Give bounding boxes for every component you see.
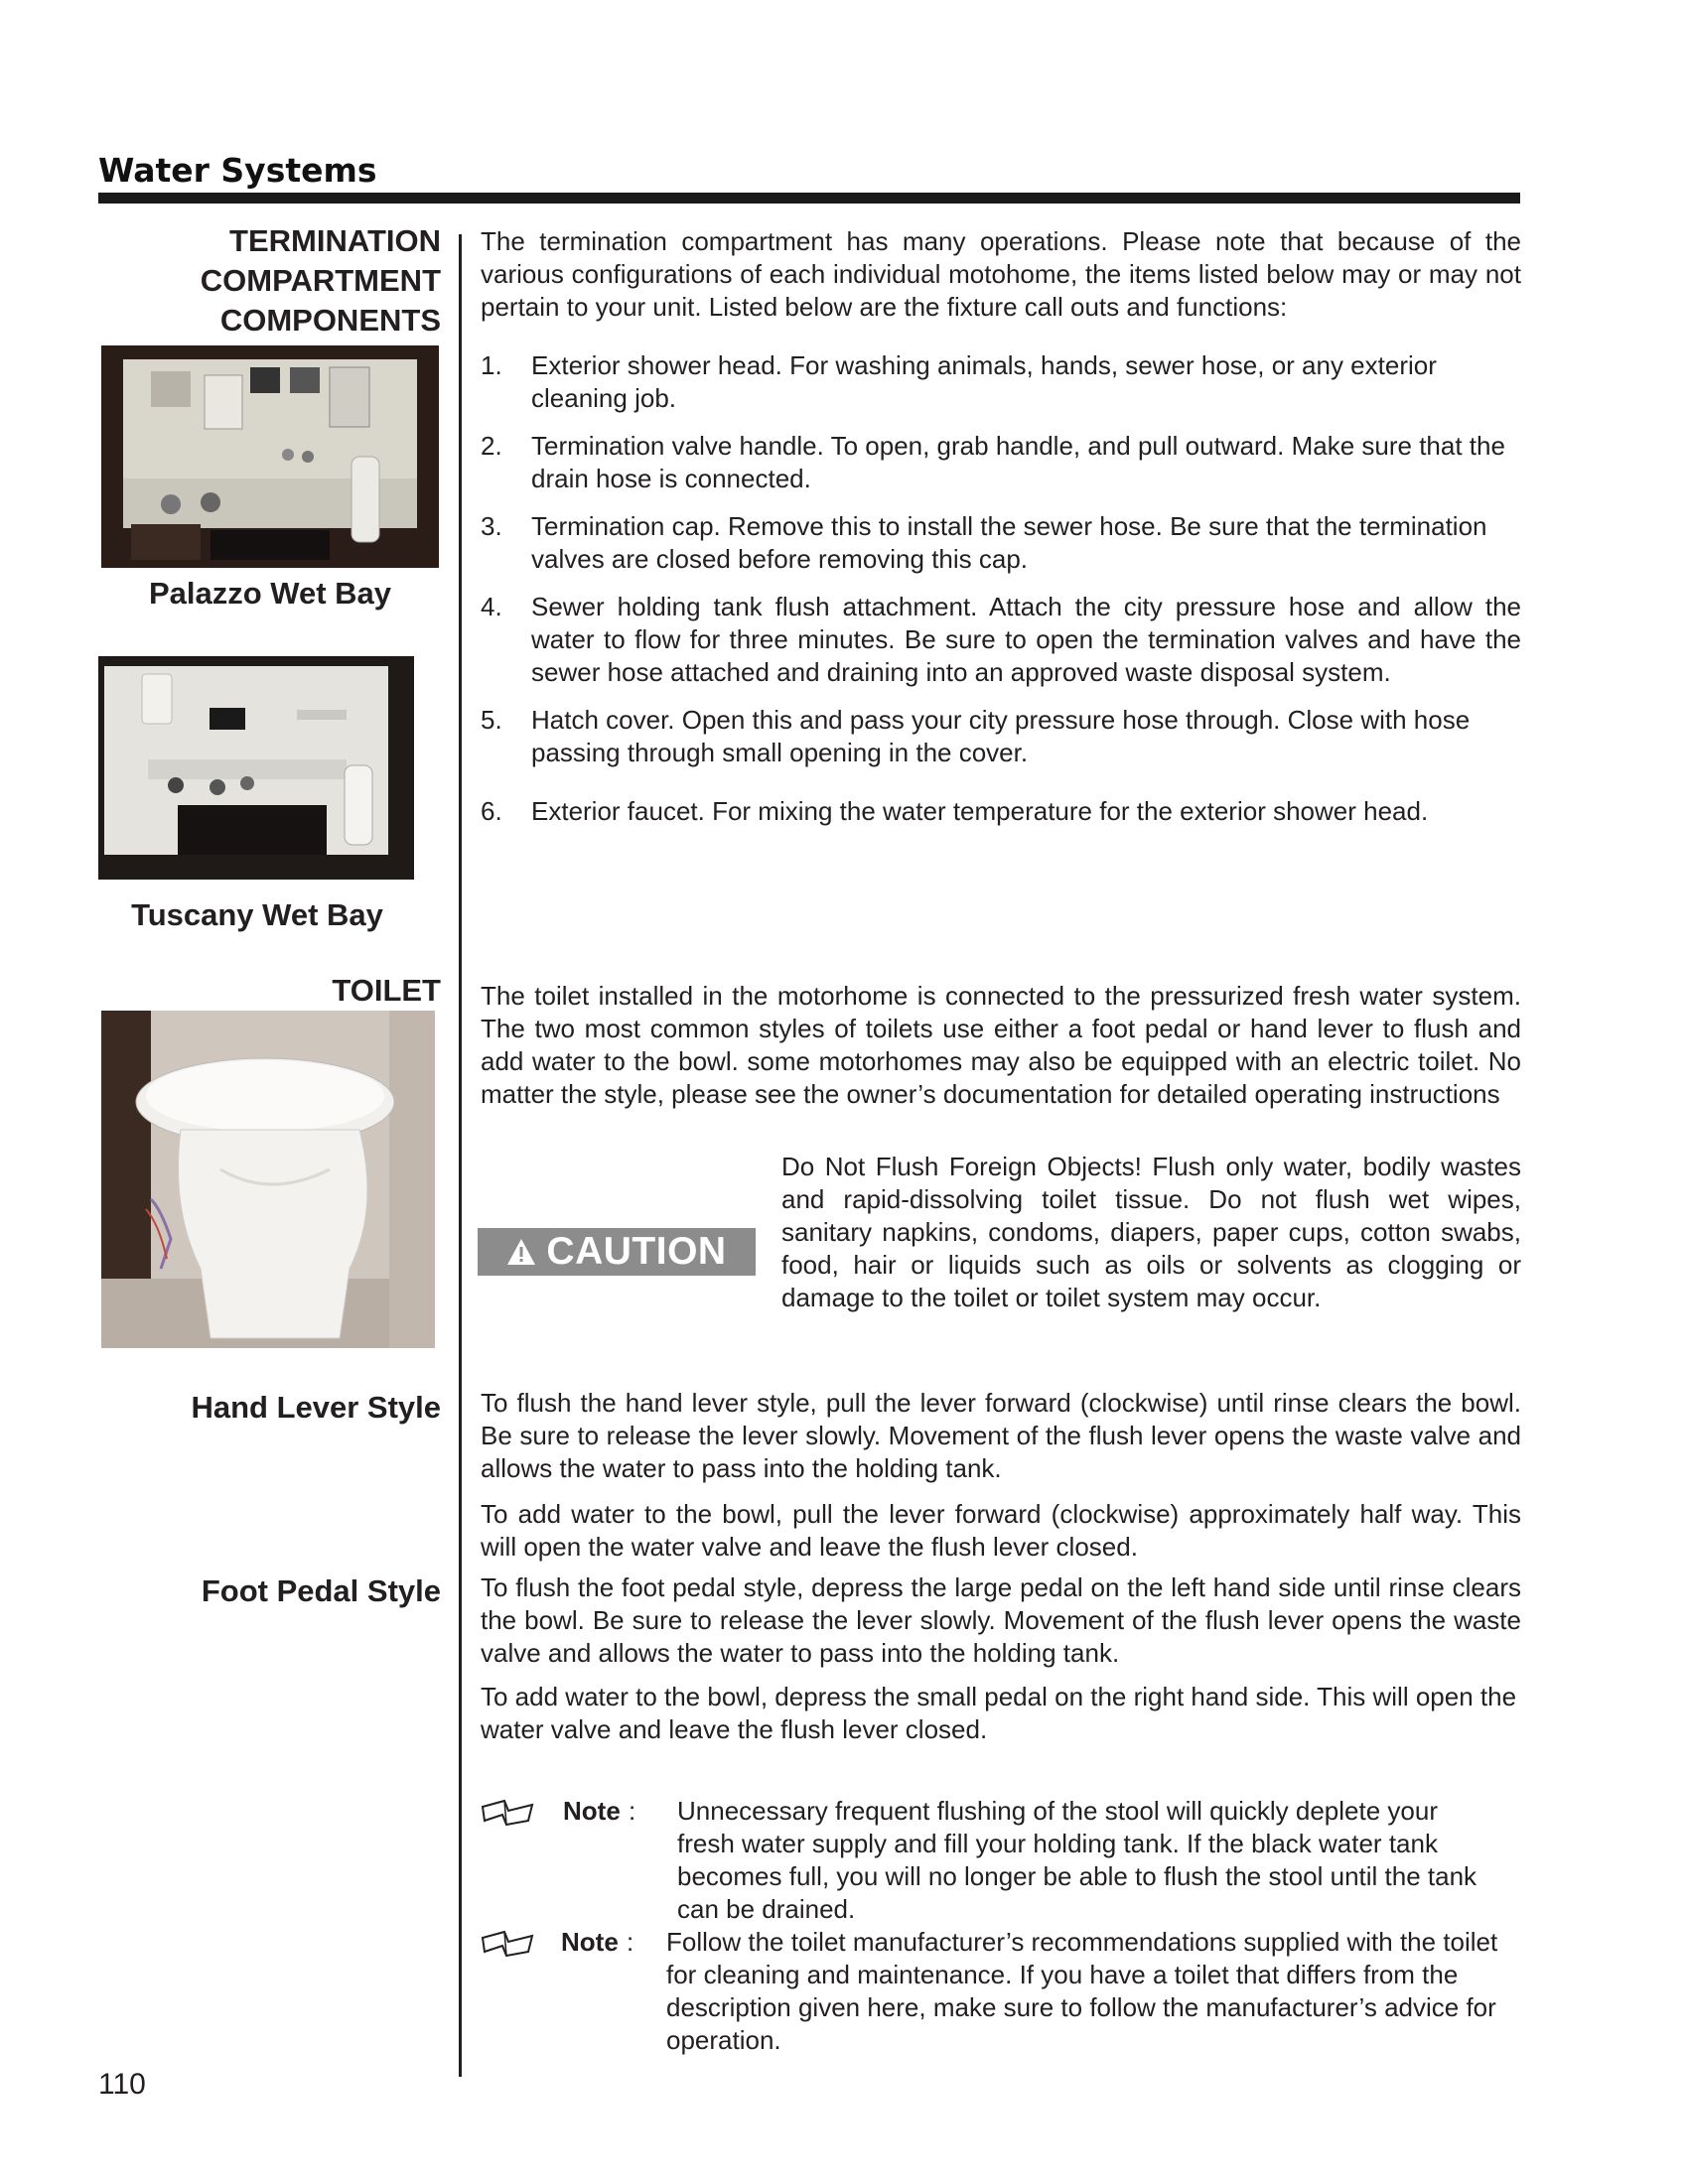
list-item-text: Exterior faucet. For mixing the water temperature for the exterior shower head. (531, 796, 1429, 826)
list-item-number: 2. (481, 431, 502, 461)
caution-label-text: CAUTION (546, 1230, 727, 1273)
page-number: 110 (98, 2068, 146, 2101)
hand-lever-para-1: To flush the hand lever style, pull the lever forward (clockwise) until rinse clears the bowl. Be sure to release the lever slowly. Movement of the flush lever opens the waste valve and allows the water to pass into the holding tank. (481, 1388, 1521, 1483)
toilet-heading: TOILET (332, 973, 441, 1008)
list-item-text: Exterior shower head. For washing animals, hands, sewer hose, or any exterior cleaning job. (531, 350, 1437, 413)
note-text: Unnecessary frequent flushing of the stool will quickly deplete your fresh water supply and fill your holding tank. If the black water tank becomes full, you will no longer be able to flush the stool until the tank can be drained. (677, 1796, 1477, 1924)
book-icon (481, 1928, 534, 1958)
list-item-text: Hatch cover. Open this and pass your city pressure hose through. Close with hose passing through small opening in the cover. (531, 705, 1471, 767)
termination-heading-line: TERMINATION (229, 223, 441, 258)
list-item-number: 4. (481, 592, 502, 621)
section-title: Water Systems (98, 151, 377, 190)
list-item (481, 795, 1521, 828)
termination-items-list (481, 349, 1521, 828)
note-label: Note (561, 1927, 619, 1957)
note-colon: : (627, 1927, 634, 1957)
palazzo-caption: Palazzo Wet Bay (148, 576, 392, 611)
book-icon (481, 1797, 534, 1827)
column-divider (459, 234, 462, 2077)
list-item-number: 3. (481, 511, 502, 541)
termination-heading-line: COMPONENTS (219, 303, 441, 338)
note-label: Note (563, 1796, 621, 1826)
list-item-text: Sewer holding tank flush attachment. Attach the city pressure hose and allow the water to flow for three minutes. Be sure to open the termination valves and have the sewer hose attached and draining into an approved waste disposal system. (531, 592, 1521, 687)
caution-label (478, 1228, 756, 1276)
note-text: Follow the toilet manufacturer’s recommendations supplied with the toilet for cleaning and maintenance. If you have a toilet that differs from the description given here, make sure to follow the manufacturer’s advice for operation. (666, 1927, 1498, 2055)
list-item (481, 591, 1521, 689)
foot-pedal-para-1: To flush the foot pedal style, depress the large pedal on the left hand side until rinse clears the bowl. Be sure to release the lever slowly. Movement of the flush lever opens the waste valve and allows the water to pass into the holding tank. (481, 1572, 1521, 1668)
toilet-intro: The toilet installed in the motorhome is connected to the pressurized fresh water system. The two most common styles of toilets use either a foot pedal or hand lever to flush and add water to the bowl. some motorhomes may also be equipped with an electric toilet. No matter the style, please see the owner’s documentation for detailed operating instructions (481, 981, 1521, 1109)
palazzo-wet-bay-photo (101, 345, 439, 568)
title-rule (98, 193, 1520, 204)
warning-icon (506, 1238, 536, 1266)
hand-lever-para-2: To add water to the bowl, pull the lever forward (clockwise) approximately half way. This will open the water valve and leave the flush lever closed. (481, 1499, 1521, 1562)
list-item-number: 1. (481, 350, 502, 380)
tuscany-caption: Tuscany Wet Bay (131, 897, 383, 932)
tuscany-wet-bay-photo (98, 656, 414, 880)
note-colon: : (629, 1796, 636, 1826)
termination-heading-line: COMPARTMENT (200, 263, 441, 298)
list-item (481, 704, 1521, 769)
termination-heading (201, 221, 441, 341)
hand-lever-heading: Hand Lever Style (191, 1390, 441, 1425)
caution-text: Do Not Flush Foreign Objects! Flush only water, bodily wastes and rapid-dissolving toilet tissue. Do not flush wet wipes, sanitary napkins, condoms, diapers, paper cups, cotton swabs, food, hair or liquids such as oils or solvents as clogging or damage to the toilet or toilet system may occur. (781, 1152, 1521, 1312)
list-item-text: Termination valve handle. To open, grab handle, and pull outward. Make sure that the drain hose is connected. (531, 431, 1505, 493)
list-item (481, 349, 1521, 415)
list-item (481, 430, 1521, 495)
toilet-photo (101, 1011, 435, 1348)
list-item (481, 510, 1521, 576)
termination-intro: The termination compartment has many operations. Please note that because of the various configurations of each individual motohome, the items listed below may or may not pertain to your unit. Listed below are the fixture call outs and functions: (481, 226, 1521, 322)
foot-pedal-heading: Foot Pedal Style (201, 1573, 441, 1608)
list-item-number: 6. (481, 796, 502, 826)
foot-pedal-para-2: To add water to the bowl, depress the small pedal on the right hand side. This will open the water valve and leave the flush lever closed. (481, 1682, 1517, 1744)
list-item-text: Termination cap. Remove this to install the sewer hose. Be sure that the termination valves are closed before removing this cap. (531, 511, 1487, 574)
list-item-number: 5. (481, 705, 502, 735)
